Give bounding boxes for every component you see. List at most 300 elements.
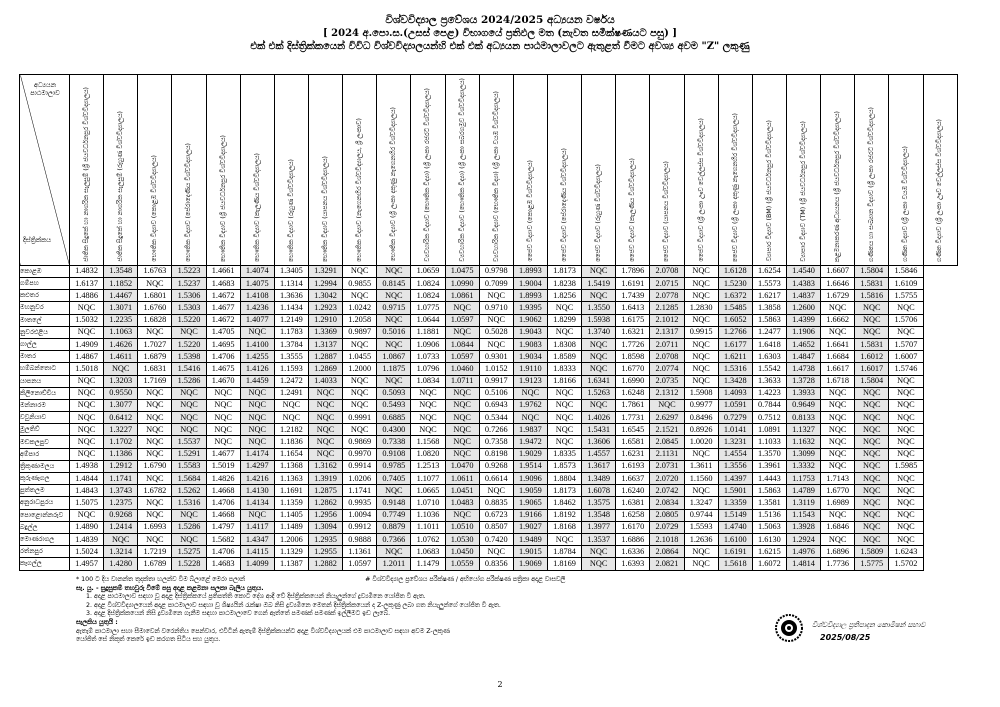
z-score-cell: NQC [855,460,889,472]
z-score-cell: 1.4115 [240,546,274,558]
z-score-cell: 2.0729 [650,521,684,533]
column-header-label: ජෛව විද්‍යාව (පේරාදෙණිය විශ්වවිද්‍යාලය) [560,148,568,262]
z-score-cell: 1.0665 [411,485,445,497]
z-score-cell: NQC [547,399,581,411]
z-score-cell: 2.0774 [650,363,684,375]
z-score-cell: NQC [445,387,479,399]
z-score-cell: 1.8166 [547,375,581,387]
z-score-cell: 1.0152 [479,363,513,375]
z-score-cell: 0.8356 [479,558,513,570]
column-header-label: ගණිත විද්‍යාව (ශ්‍රී ලංකා ඌව වෙල්ලස්ස විශ්වවිද්‍යාලය) [936,118,944,262]
z-score-cell: NQC [889,436,923,448]
z-score-cell: 0.9649 [786,399,820,411]
z-score-cell: NQC [855,521,889,533]
z-score-cell: NQC [582,290,616,302]
z-score-cell: 1.5938 [582,314,616,326]
corner-course-label: අධ්‍යයන පාඨමාලාව [30,81,60,97]
z-score-cell: 1.3611 [684,460,718,472]
z-score-cell: 1.5220 [172,314,206,326]
z-score-cell: 1.4075 [240,278,274,290]
page-number: 2 [497,680,503,689]
district-name: මුලතිව් [20,424,70,436]
column-header-label: ගණිතය හා සංඛ්‍යාන විද්‍යාව (ශ්‍රී ලංකා රජරට විශ්වවිද්‍යාලය) [868,106,876,262]
z-score-cell: 1.2875 [308,485,342,497]
z-score-cell: 1.3617 [582,460,616,472]
z-score-cell: 1.2149 [274,314,308,326]
z-score-cell: 1.6782 [138,485,172,497]
z-score-cell: 0.9935 [343,497,377,509]
z-score-cell: NQC [445,509,479,521]
z-score-cell: 1.8335 [547,448,581,460]
z-score-cell: NQC [821,533,855,545]
z-score-cell: 1.5593 [684,521,718,533]
district-name: කළුතර [20,290,70,302]
z-score-cell: 1.6128 [718,265,752,277]
z-score-cell: NQC [855,399,889,411]
z-score-cell: 1.6662 [821,314,855,326]
z-score-cell: 0.7279 [718,412,752,424]
z-score-cell: 1.1033 [752,436,786,448]
table-row [20,558,958,570]
z-score-cell: 1.5263 [582,387,616,399]
column-header [616,75,650,266]
z-score-cell: NQC [206,387,240,399]
z-score-cell: 1.6177 [718,338,752,350]
z-score-cell: NQC [206,399,240,411]
z-score-cell: 1.2058 [343,314,377,326]
z-score-cell: 1.3961 [752,460,786,472]
z-score-cell: 2.1012 [650,314,684,326]
z-score-cell: 1.3977 [582,521,616,533]
z-score-cell: 1.6137 [70,278,104,290]
z-score-cell: 2.0715 [650,278,684,290]
z-score-cell: 1.2491 [274,387,308,399]
district-name: පොළොන්නරුව [20,509,70,521]
z-score-cell: NQC [889,375,923,387]
z-score-cell: NQC [70,399,104,411]
z-score-cell: 1.1691 [274,485,308,497]
z-score-cell: NQC [138,448,172,460]
z-score-cell: 1.6846 [821,521,855,533]
z-score-cell: 1.4626 [104,338,138,350]
z-score-cell: NQC [821,387,855,399]
z-score-cell: 1.2887 [308,351,342,363]
page-header [60,14,940,53]
z-score-cell: 1.3728 [786,375,820,387]
z-score-cell: 1.6100 [718,533,752,545]
z-score-cell: 1.6684 [821,351,855,363]
column-header-label: භෞතික විද්‍යාව (කැලණිය විශ්වවිද්‍යාලය) [253,152,261,262]
z-score-cell: NQC [343,424,377,436]
z-score-cell: 1.1753 [786,473,820,485]
column-header-label: භෞතික විද්‍යාව (යාපනය විශ්වවිද්‍යාලය) [321,155,329,262]
z-score-cell: 1.0775 [411,302,445,314]
z-score-cell: NQC [138,533,172,545]
column-header [240,75,274,266]
z-score-cell: 1.2935 [308,533,342,545]
z-score-cell: NQC [377,375,411,387]
z-score-cell: 0.6885 [377,412,411,424]
z-score-cell: 1.9069 [513,558,547,570]
z-score-cell: NQC [343,375,377,387]
z-score-cell: 1.5831 [855,278,889,290]
table-row [20,473,958,485]
z-score-cell: NQC [377,485,411,497]
z-score-cell: 1.3550 [582,302,616,314]
z-score-cell: 1.6231 [616,448,650,460]
z-score-cell: 1.6418 [752,338,786,350]
z-score-cell: 0.5028 [479,326,513,338]
z-score-cell: 1.7169 [138,375,172,387]
z-score-cell: 1.0242 [343,302,377,314]
z-score-cell: NQC [308,448,342,460]
z-score-cell: 1.8589 [547,351,581,363]
table-row [20,460,958,472]
z-score-cell: 1.3214 [104,546,138,558]
z-score-cell: 0.7338 [377,436,411,448]
z-score-cell: 1.4026 [582,412,616,424]
z-score-cell: 1.4661 [206,265,240,277]
column-header-label: ජෛව විද්‍යාව (රුහුණ විශ්වවිද්‍යාලය) [595,163,603,262]
z-score-cell: 1.6017 [855,363,889,375]
z-score-cell: 0.8926 [684,424,718,436]
z-score-cell: NQC [855,497,889,509]
column-header [377,75,411,266]
z-score-cell: 1.9472 [513,436,547,448]
table-row [20,399,958,411]
z-score-cell: 1.3332 [786,460,820,472]
z-score-cell: 1.0824 [411,290,445,302]
z-score-cell: 1.1560 [684,473,718,485]
z-score-cell: 1.9015 [513,546,547,558]
z-score-cell: 1.3042 [308,290,342,302]
table-row [20,485,958,497]
note-item-1: 1. අදාළ පාඨමාලාව සඳහා වූ අදාළ දිස්ත්‍රික්කයේ ප්‍රතිපත්ති කොට දේශ ආදී වේ දිස්ත්‍රික්කයෙන් නියැලුන්ගේ ද්‍රව්‍යමිනෙ යෝජිත වී ඇත. [86,593,426,601]
z-score-cell: 2.6297 [650,412,684,424]
z-score-cell: 1.3227 [104,424,138,436]
z-score-cell: 1.2513 [411,460,445,472]
z-score-cell: 2.1317 [650,326,684,338]
table-row [20,314,958,326]
table-row [20,290,958,302]
z-score-cell: NQC [547,326,581,338]
z-score-cell: NQC [821,436,855,448]
z-score-cell: NQC [889,302,923,314]
z-score-cell: 1.6191 [616,278,650,290]
z-score-cell: NQC [684,546,718,558]
z-score-cell: 2.0821 [650,558,684,570]
z-score-cell: 1.5230 [718,278,752,290]
z-score-cell: 1.0990 [445,278,479,290]
z-score-cell: NQC [172,326,206,338]
z-score-cell: NQC [684,338,718,350]
z-score-cell: 1.4134 [240,497,274,509]
z-score-cell: 1.4675 [206,363,240,375]
district-name: හම්බන්තොට [20,363,70,375]
z-score-cell: 1.4677 [206,448,240,460]
z-score-cell: 1.5682 [206,533,240,545]
z-score-cell: 1.1361 [343,546,377,558]
z-score-cell: NQC [855,473,889,485]
z-score-cell: NQC [172,424,206,436]
district-name: මාතර [20,351,70,363]
z-score-cell: 2.0805 [650,509,684,521]
z-score-cell: NQC [377,546,411,558]
z-score-cell: 1.1434 [274,302,308,314]
z-score-cell: 1.4100 [240,338,274,350]
z-score-cell: 1.3555 [274,351,308,363]
z-score-cell: 1.0906 [411,338,445,350]
z-score-cell: 2.0735 [650,375,684,387]
z-score-cell: 1.1906 [786,326,820,338]
z-score-cell: 1.6637 [616,473,650,485]
z-score-cell: 1.9166 [513,509,547,521]
z-score-cell: NQC [411,387,445,399]
z-score-cell: 0.9301 [479,351,513,363]
z-score-cell: 1.3428 [718,375,752,387]
z-score-cell: 0.5493 [377,399,411,411]
z-score-cell: 2.0711 [650,338,684,350]
table-row [20,363,958,375]
z-score-cell: 1.0867 [377,351,411,363]
table-row [20,387,958,399]
table-row [20,326,958,338]
z-score-cell: 1.6828 [138,314,172,326]
z-score-cell: 1.6211 [718,351,752,363]
table-row [20,546,958,558]
z-score-cell: 1.4236 [240,302,274,314]
z-score-cell: 1.5286 [172,521,206,533]
z-score-cell: NQC [104,533,138,545]
z-score-cell: 1.9096 [513,473,547,485]
z-score-cell: 1.0861 [445,290,479,302]
z-score-cell: 1.5275 [172,546,206,558]
z-score-cell: 1.3743 [104,485,138,497]
z-score-cell: 1.6109 [889,278,923,290]
z-score-cell: 1.8462 [547,497,581,509]
z-score-cell: NQC [684,375,718,387]
z-score-cell: 0.6614 [479,473,513,485]
z-score-cell: 1.0711 [445,375,479,387]
z-score-cell: 1.4540 [786,265,820,277]
z-score-cell: 1.0683 [411,546,445,558]
z-score-cell: NQC [138,509,172,521]
z-score-cell: NQC [240,399,274,411]
z-score-cell: 1.3784 [274,338,308,350]
z-score-cell: 2.0708 [650,265,684,277]
district-name: කුරුණෑගල [20,473,70,485]
district-name: මොණරාගල [20,533,70,545]
district-name: මන්නාරම [20,399,70,411]
z-score-cell: 1.9083 [513,338,547,350]
district-name: අම්පාර [20,448,70,460]
z-score-cell: 1.1329 [274,546,308,558]
table-row [20,521,958,533]
z-score-cell: NQC [240,387,274,399]
z-score-cell: 1.2477 [752,326,786,338]
z-score-cell: 1.5416 [172,363,206,375]
z-score-cell: 1.3099 [786,448,820,460]
z-score-cell: 1.4399 [786,314,820,326]
z-score-cell: 1.4611 [104,351,138,363]
z-score-cell: NQC [889,521,923,533]
z-score-cell: 1.1489 [274,521,308,533]
z-score-cell: 1.3369 [308,326,342,338]
column-header-label: ගණිත විද්‍යාව (ශ්‍රී ලංකා වයඹ විශ්වවිද්‍යාලය) [902,145,910,262]
z-score-cell: 1.1386 [104,448,138,460]
z-score-cell: NQC [547,412,581,424]
z-score-cell: 1.3606 [582,436,616,448]
table-row [20,448,958,460]
z-score-cell: NQC [240,326,274,338]
z-score-cell: 1.6381 [616,497,650,509]
z-score-cell: 0.6412 [104,412,138,424]
z-score-cell: 1.6254 [752,265,786,277]
z-score-cell: NQC [547,424,581,436]
z-score-cell: NQC [445,424,479,436]
note-heading: සැ. යු. - සුදුසුකම් තහවුරු වීමේ පසු අදාළ කළමනා සලකා බැලිය යුතුය. [76,584,264,592]
z-score-cell: 0.7366 [377,533,411,545]
z-score-cell: 1.1327 [786,424,820,436]
z-score-cell: 1.5136 [752,509,786,521]
z-score-cell: 0.7512 [752,412,786,424]
column-header [684,75,718,266]
z-score-cell: NQC [821,448,855,460]
z-score-cell: 1.5063 [752,521,786,533]
z-score-cell: NQC [172,412,206,424]
z-score-cell: 1.6879 [138,351,172,363]
z-score-cell: 1.5220 [172,338,206,350]
z-score-cell: 1.1363 [274,473,308,485]
z-score-cell: 1.6718 [821,375,855,387]
z-score-cell: 1.6393 [616,558,650,570]
z-score-cell: 2.1285 [650,302,684,314]
z-score-cell: NQC [343,387,377,399]
z-score-cell: 1.0530 [445,533,479,545]
district-name: කිලිනොච්චිය [20,387,70,399]
z-score-cell: 1.5583 [172,460,206,472]
z-score-cell: 1.5398 [172,351,206,363]
table-row [20,278,958,290]
z-score-cell: 1.5431 [582,424,616,436]
z-score-cell: NQC [684,290,718,302]
z-score-cell: NQC [104,363,138,375]
z-score-cell: 1.4668 [206,509,240,521]
z-score-cell: 1.8168 [547,521,581,533]
table-row [20,265,958,277]
column-header-label: භෞතික විද්‍යාව (කොළඹ විශ්වවිද්‍යාලය) [151,155,159,262]
z-score-cell: 1.5816 [855,290,889,302]
z-score-cell: 1.0483 [445,497,479,509]
z-score-cell: NQC [821,399,855,411]
z-score-cell: 1.5032 [70,314,104,326]
column-header [206,75,240,266]
z-score-cell: 1.4255 [240,351,274,363]
z-score-cell: 1.6770 [821,485,855,497]
z-score-cell: 1.6215 [752,546,786,558]
z-score-cell: 1.5846 [889,265,923,277]
z-score-cell: NQC [855,314,889,326]
z-score-cell: 1.4443 [752,473,786,485]
z-score-cell: 1.4890 [70,521,104,533]
column-header-label: ජෛව විද්‍යාව (කොළඹ විශ්වවිද්‍යාලය) [526,160,534,262]
z-score-cell: 1.6321 [616,326,650,338]
table-row [20,509,958,521]
column-header-label: ව්‍යවහාරික විද්‍යාව (භෞතික විද්‍යා) (ශ්‍රී ලංකා වයඹ විශ්වවිද්‍යාලය) [492,90,500,262]
z-score-cell: 1.4126 [240,363,274,375]
z-score-cell: 1.2830 [684,302,718,314]
z-score-cell: 1.3247 [684,497,718,509]
z-score-cell: 2.0778 [650,290,684,302]
note-item-2: 2. අදාළ විශ්වවිද්‍යාලයෙන් අදාළ පාඨමාලාව සඳහා වූ ශිෂ්‍යයින් රැක්ෂා ඔබ නිසි ද්‍රව්‍යමිනෙ මෙතන් දිස්ත්‍රික්කයෙන් ද Z-ලකුණු ලබා ගත නියැලුන්ගේ යෝජිත වී ඇත. [86,601,501,609]
column-header-label: භෞතික විද්‍යාව (පේරාදෙණිය විශ්වවිද්‍යාලය) [185,142,193,262]
z-score-cell: NQC [855,387,889,399]
z-score-cell: 1.3537 [582,533,616,545]
z-score-cell: 1.1741 [104,473,138,485]
z-score-cell: NQC [206,412,240,424]
z-score-cell: 1.0451 [445,485,479,497]
column-header [343,75,377,266]
z-score-cell: 0.6723 [479,509,513,521]
z-score-cell: 1.0475 [445,265,479,277]
z-score-cell: 1.7861 [616,399,650,411]
column-header-label: භෞතික විද්‍යාව (ශ්‍රී ජයවර්ධනපුර විශ්වවිද්‍යාලය) [219,134,227,262]
z-score-cell: 1.5537 [172,436,206,448]
z-score-cell: 1.1836 [274,436,308,448]
z-score-cell: NQC [582,265,616,277]
z-score-cell: 1.5755 [889,290,923,302]
z-score-cell: 1.4108 [240,290,274,302]
column-header [923,75,957,266]
z-score-cell: 1.4347 [240,533,274,545]
z-score-cell: 1.5804 [855,375,889,387]
z-score-cell: 0.9991 [343,412,377,424]
z-score-cell: 1.9762 [513,399,547,411]
z-score-cell: 1.1077 [411,473,445,485]
z-score-cell: 1.1011 [411,521,445,533]
z-score-cell: 1.2000 [343,363,377,375]
title-academic-year: විශ්වවිද්‍යාල ප්‍රවේශය 2024/2025 අධ්‍යයන වර්ෂය [385,14,615,26]
z-score-cell: 1.2910 [308,314,342,326]
z-score-cell: NQC [889,473,923,485]
district-name: යාපනය [20,375,70,387]
z-score-cell: NQC [70,387,104,399]
z-score-cell: 1.1632 [786,436,820,448]
z-score-cell: 1.1702 [104,436,138,448]
z-score-cell: 1.8192 [547,509,581,521]
column-header-label: ජෛව විද්‍යාව (ශ්‍රී ලංකා දකුණු නැගෙනහිර විශ්වවිද්‍යාලය) [731,112,739,262]
z-score-cell: NQC [889,424,923,436]
z-score-cell: 1.1405 [274,509,308,521]
z-score-cell: 1.0644 [411,314,445,326]
z-score-cell: 1.6130 [752,533,786,545]
z-score-cell: 1.9043 [513,326,547,338]
z-score-cell: NQC [445,436,479,448]
z-score-cell: 1.6193 [616,460,650,472]
z-score-cell: 1.5262 [172,485,206,497]
z-score-cell: 1.4383 [786,278,820,290]
z-score-cell: NQC [70,302,104,314]
z-score-cell: 1.3137 [308,338,342,350]
z-score-cell: 1.6078 [582,485,616,497]
column-header-label: ව්‍යාපාර විද්‍යාව (TM) (ශ්‍රී ජයවර්ධනපුර විශ්වවිද්‍යාලය) [799,120,807,262]
column-header [274,75,308,266]
z-score-cell: NQC [479,314,513,326]
z-score-cell: NQC [889,448,923,460]
issuing-office: විශ්වවිද්‍යාල ප්‍රතිපාදන කොමිෂන් සභාව [812,621,926,629]
z-score-cell: 1.9062 [513,314,547,326]
ugc-seal-icon [774,613,804,643]
